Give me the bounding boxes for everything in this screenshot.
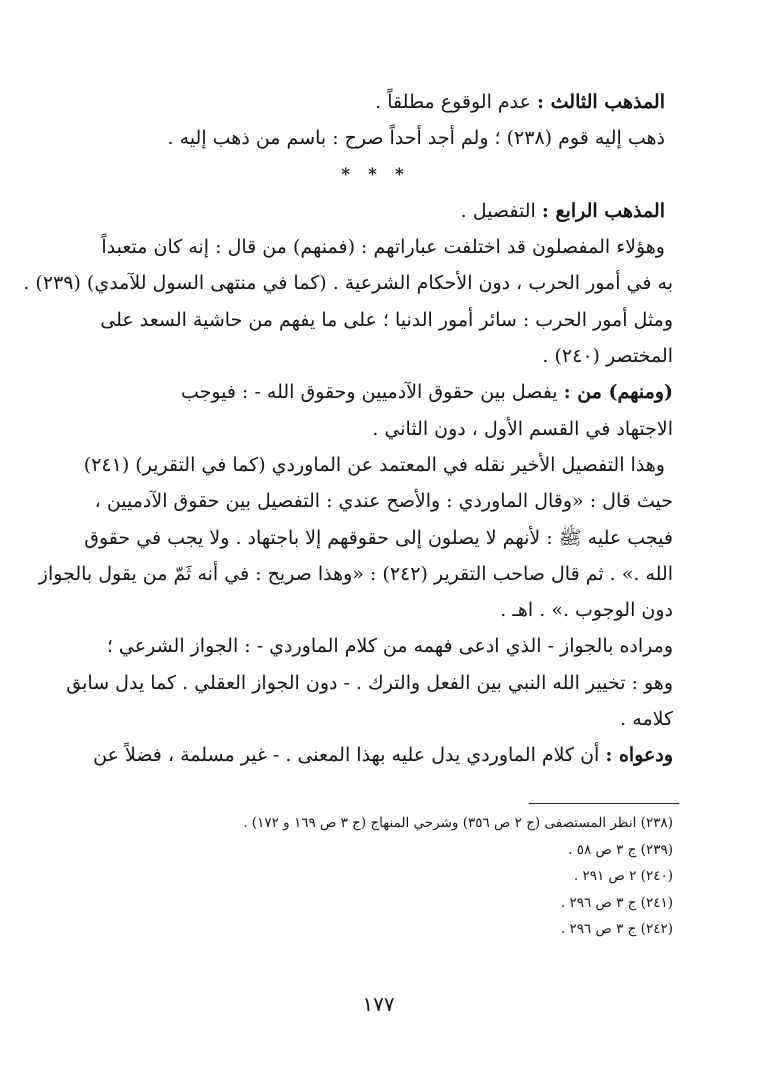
footnote: (٢٤٢) ج ٣ ص ٢٩٦ . xyxy=(560,921,673,938)
section-heading: المذهب الثالث : xyxy=(537,91,665,113)
paragraph-line: المذهب الثالث : عدم الوقوع مطلقاً . xyxy=(375,91,665,113)
footnote: (٢٤٠) ٢ ص ٢٩١ . xyxy=(573,868,673,885)
paragraph-line: دون الوجوب .» . اهـ . xyxy=(500,599,673,622)
inline-heading: ودعواه : xyxy=(605,744,673,767)
paragraph-line: كلامه . xyxy=(620,708,673,731)
paragraph-line: ودعواه : أن كلام الماوردي يدل عليه بهذا المعنى . - غير مسلمة ، فضلاً عن xyxy=(93,744,673,767)
footnote: (٢٣٩) ج ٣ ص ٥٨ . xyxy=(568,841,673,858)
paragraph-line: وهؤلاء المفصلون قد اختلفت عباراتهم : (فمنهم) من قال : إنه كان متعبداً xyxy=(101,236,665,259)
paragraph-line: حيث قال : «وقال الماوردي : والأصح عندي : التفصيل بين حقوق الآدميين ، xyxy=(94,490,673,513)
paragraph-line: المختصر (٢٤٠) . xyxy=(542,345,673,368)
paragraph-line: به في أمور الحرب ، دون الأحكام الشرعية . (كما في منتهى السول للآمدي) (٢٣٩) . xyxy=(23,272,673,295)
footnotes xyxy=(150,810,673,943)
section-separator: * * * xyxy=(341,164,410,185)
paragraph-line: الاجتهاد في القسم الأول ، دون الثاني . xyxy=(372,417,673,440)
paragraph-line: فيجب عليه ﷺ : لأنهم لا يصلون إلى حقوقهم إلا باجتهاد . ولا يجب في حقوق xyxy=(84,526,673,549)
page-number: ١٧٧ xyxy=(362,992,395,1016)
footnote-divider xyxy=(529,803,679,804)
paragraph-line: ومثل أمور الحرب : سائر أمور الدنيا ؛ على ما يفهم من حاشية السعد على xyxy=(100,308,673,331)
paragraph-line: ذهب إليه قوم (٢٣٨) ؛ ولم أجد أحداً صرح : باسم من ذهب إليه . xyxy=(167,127,665,150)
footnote: (٢٤١) ج ٣ ص ٢٩٦ . xyxy=(560,894,673,911)
paragraph-line: (ومنهم) من : يفصل بين حقوق الآدميين وحقوق الله - : فيوجب xyxy=(180,381,673,404)
paragraph-line: ومراده بالجواز - الذي ادعى فهمه من كلام الماوردي - : الجواز الشرعي ؛ xyxy=(106,635,673,658)
section-heading: المذهب الرابع : xyxy=(541,199,665,222)
paragraph-line: المذهب الرابع : التفصيل . xyxy=(460,199,665,222)
main-text xyxy=(23,84,673,774)
footnote: (٢٣٨) انظر المستصفى (ج ٢ ص ٣٥٦) وشرحي المنهاج (ج ٣ ص ١٦٩ و ١٧٢) . xyxy=(243,815,673,831)
paragraph-line: الله .» . ثم قال صاحب التقرير (٢٤٢) : «وهذا صريح : في أنه ثَمّ من يقول بالجواز xyxy=(38,562,673,585)
paragraph-line: وهو : تخيير الله النبي بين الفعل والترك . - دون الجواز العقلي . كما يدل سابق xyxy=(66,671,673,694)
inline-heading: (ومنهم) من : xyxy=(563,381,673,404)
paragraph-line: وهذا التفصيل الأخير نقله في المعتمد عن الماوردي (كما في التقرير) (٢٤١) xyxy=(83,453,665,476)
